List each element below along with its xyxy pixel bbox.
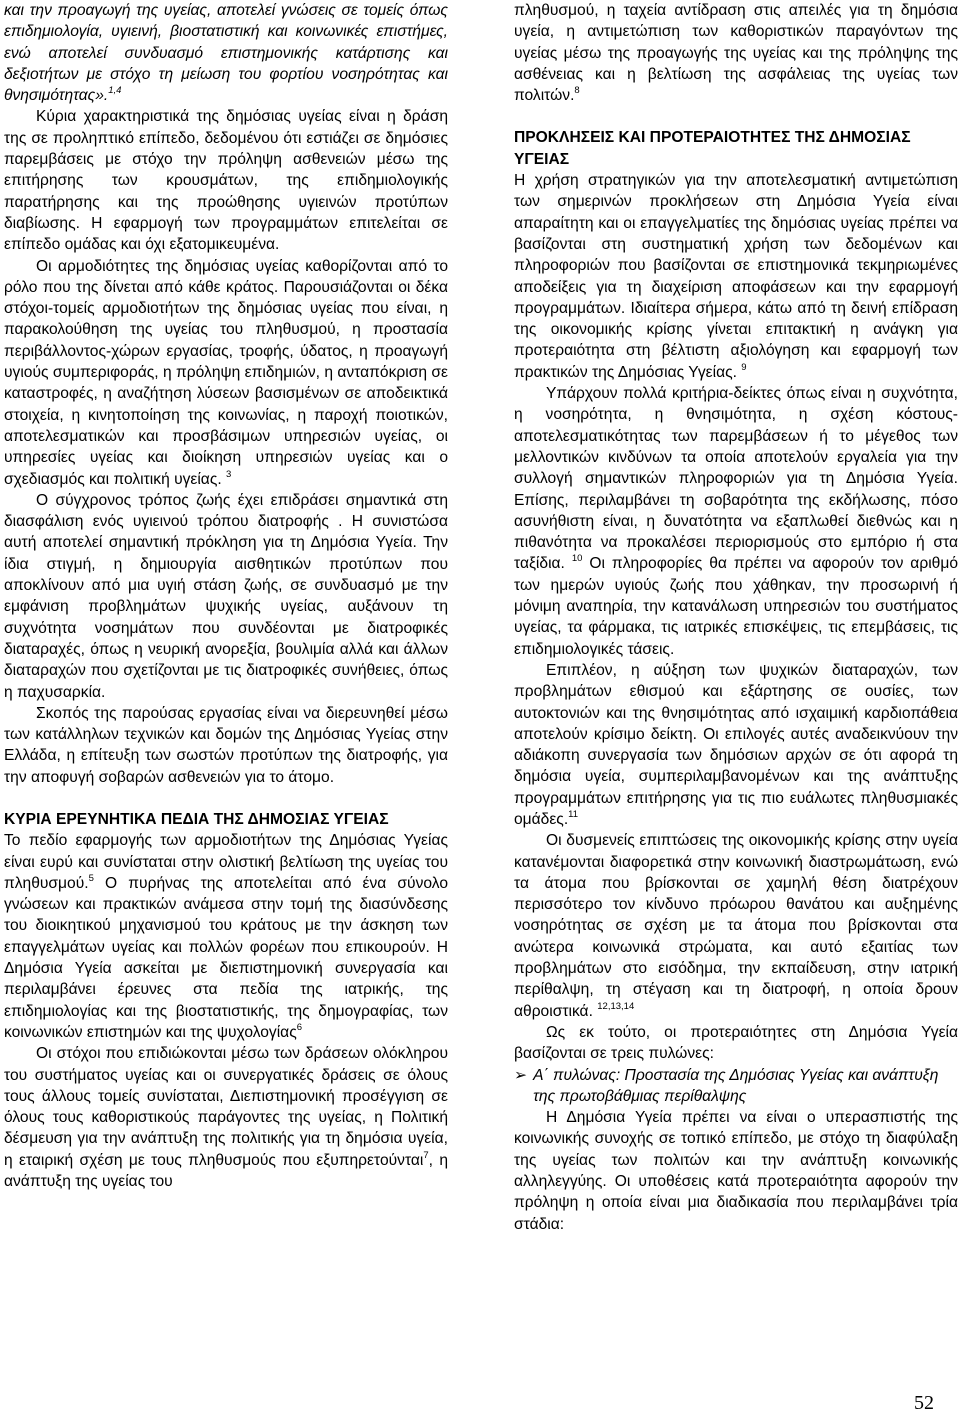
- continuation-paragraph: πληθυσμού, η ταχεία αντίδραση στις απειλές για τη δημόσια υγεία, η αντιμετώπιση των καθοριστικών παραγόντων της υγείας μέσω της προαγωγής της υγείας και της πρόληψης της ασθένειας και η βελτίωση της ασφάλειας της υγείας των πολιτών.$^8$: [514, 2, 958, 105]
- strategic-paragraph: Η χρήση στρατηγικών για την αποτελεσματική αντιμετώπιση των σημερινών προκλήσεων στη Δημόσια Υγεία είναι απαραίτητη και οι επαγγελματίες της δημόσιας υγείας πρέπει να βασίζονται στη συστηματική χρήση των δεδομένων και πληροφοριών που βασίζονται σε επιστημονικά τεκμηριωμένες αποδείξεις για τη διαχείριση αποφάσεων και την εφαρμογή προγραμμάτων. Ιδιαίτερα σήμερα, κάτω από τη δεινή επίδραση της οικονομικής κρίσης γίνεται επιτακτική η ανάγκη για προτεραιότητα στη βέλτιστη αξιολόγηση και εφαρμογή των πρακτικών της Δημόσιας Υγείας. $^9$: [514, 172, 958, 381]
- economic-crisis-paragraph: Οι δυσμενείς επιπτώσεις της οικονομικής κρίσης στην υγεία κατανέμονται διαφορετικά στην κοινωνική διαστρωμάτωση, ενώ τα άτομα που βρίσκονται σε χαμηλή θέση διατρέχουν περισσότερο τον κίνδυνο πρόωρου θανάτου και αυξημένης νοσηρότητας σε σχέση με τα άτομα που βρίσκονται στα ανώτερα κοινωνικά στρώματα, και αυτό εξαιτίας των προβλημάτων στο εισόδημα, την εκπαίδευση, στην ιατρική περίθαλψη, τη στέγαση και τη διατροφή, η οποία δρουν αθροιστικά. $^{12,13,14}$: [514, 832, 958, 1020]
- mental-health-paragraph: Επιπλέον, η αύξηση των ψυχικών διαταραχών, των προβλημάτων εθισμού και εξάρτησης σε ουσίες, των αυτοκτονιών και της θνησιμότητας από ισχαιμική καρδιοπάθεια αποτελούν κρίσιμο δείκτη. Οι επιλογές αυτές αναδεικνύουν την αδιάκοπη συνεργασία των δημόσιων αρχών σε ότι αφορά τη δημόσια υγεία, συμπεριλαμβανομένων και της ανάπτυξης προγραμμάτων επιτήρησης για τις πιο ευάλωτες πληθυσμιακές ομάδες.$^{11}$: [514, 661, 958, 828]
- citation: 11: [568, 808, 579, 820]
- goals-paragraph: Οι στόχοι που επιδιώκονται μέσω των δράσεων ολόκληρου του συστήματος υγείας και οι συνεργατικές δράσεις σε όλους τους άλλους τομείς συνίσταται, Διεπιστημονική προσέγγιση σε όλους τους καθοριστικούς παράγοντες της υγείας, η Πολιτική δέσμευση για την ανάπτυξη της πολιτικής για τη δημόσια υγεία, η εταιρική σχέση με τους πληθυσμούς που εξυπηρετούνται$^7$, η ανάπτυξη της υγείας του: [4, 1045, 448, 1191]
- citation: 8: [574, 85, 580, 97]
- citation: 5: [88, 872, 94, 884]
- citation: 9: [741, 361, 747, 373]
- arrow-bullet-icon: ➢: [514, 1066, 528, 1084]
- section-spacer: [4, 788, 448, 809]
- duties-paragraph: Οι αρμοδιότητες της δημόσιας υγείας καθορίζονται από το ρόλο που της δίνεται από κάθε κράτος. Παρουσιάζονται οι δέκα στόχοι-τομείς αρμοδιοτήτων της δημόσιας υγείας που είναι, η παρακολούθηση της υγείας του πληθυσμού, η προστασία περιβάλλοντος-χώρων εργασίας, τροφής, ύδατος, η προαγωγή υγιούς συμπεριφοράς, η πρόληψη επιδημιών, η ανταπόκριση σε καταστροφές, η αναζήτηση λύσεων βασισμένων σε αποδεικτικά στοιχεία, η κινητοποίηση της κοινωνίας, η παροχή ποιοτικών, αποτελεσματικών και προσβάσιμων υπηρεσιών υγείας, οι υπηρεσίες υγείας και διοίκηση υπηρεσιών υγείας και ο σχεδιασμός και πολιτική υγείας. $^3$: [4, 257, 448, 488]
- bullet-text: Α΄ πυλώνας: Προστασία της Δημόσιας Υγείας και ανάπτυξη της πρωτοβάθμιας περίθαλψης: [533, 1066, 939, 1105]
- criteria-paragraph: Υπάρχουν πολλά κριτήρια-δείκτες όπως είναι η συχνότητα, η νοσηρότητα, η θνησιμότητα, η σχέση κόστους- αποτελεσματικότητας των παρεμβάσεων ή το μέγεθος των μελλοντικών κινδύνων τα οποία αποτελούν εργαλεία για την συλλογή σημαντικών πληροφοριών για τη Δημόσια Υγεία. Επίσης, περιλαμβάνει τη σοβαρότητα της εκδήλωσης, πόσο ασυνήθιστη είναι, η δυνατότητα να εξαπλωθεί διεθνώς και η πιθανότητα να προκαλέσει περιορισμούς στο εμπόριο ή στα ταξίδια. $^{10}$ Οι πληροφορίες θα πρέπει να αφορούν τον αριθμό των ημερών υγιούς ζωής που χάθηκαν, την προσωρινή ή μόνιμη αναπηρία, την κατανάλωση υπηρεσιών του συστήματος υγείας, τα φάρμακα, τις ιατρικές επισκέψεις, τις επεμβάσεις, τις επιδημιολογικές τάσεις.: [514, 385, 958, 658]
- section-spacer: [514, 106, 958, 127]
- citation: 6: [296, 1021, 303, 1033]
- features-paragraph: Κύρια χαρακτηριστικά της δημόσιας υγείας είναι η δράση της σε προληπτικό επίπεδο, δεδομένου ότι εστιάζει σε δημόσιες παρεμβάσεις με στόχο την πρόληψη ασθενειών μέσω της επιτήρησης των κρουσμάτων, της επιδημιολογικής παρατήρησης και της προώθησης υγιεινών προτύπων διαβίωσης. Η εφαρμογή των προγραμμάτων επιτελείται σε επίπεδο ομάδας και όχι εξατομικευμένα.: [4, 108, 448, 254]
- page-number: 52: [914, 1392, 934, 1414]
- citation: 12,13,14: [597, 1000, 635, 1012]
- fields-paragraph: Το πεδίο εφαρμογής των αρμοδιοτήτων της Δημόσιας Υγείας είναι ευρύ και συνίσταται στην ολιστική βελτίωση της υγείας του πληθυσμού.$^5$ Ο πυρήνας της αποτελείται από ένα σύνολο γνώσεων και πρακτικών ανάμεσα στην τομή της διασύνδεσης του διοικητικού μηχανισμού του κράτους με την άσκηση των επαγγελμάτων υγείας και πολλών φορέων που επικουρούν. Η Δημόσια Υγεία ασκείται με διεπιστημονική συνεργασία και περιλαμβάνει έρευνες στα πεδία της ιατρικής, της επιδημιολογίας και της βιοστατιστικής, της δημογραφίας, των κοινωνικών επιστημών και της ψυχολογίας$^6$: [4, 832, 448, 1041]
- citation: 3: [226, 468, 232, 480]
- left-column: [4, 0, 448, 1192]
- citation: 1,4: [108, 85, 122, 97]
- citation: 7: [423, 1149, 429, 1161]
- right-column: [514, 0, 958, 1235]
- final-paragraph: Η Δημόσια Υγεία πρέπει να είναι ο υπερασπιστής της κοινωνικής συνοχής σε τοπικό επίπεδο, με στόχο τη διαφύλαξη της υγείας των πολιτών και την ανάπτυξη κοινωνικής αλληλεγγύης. Οι υποθέσεις κατά προτεραιότητα αφορούν την πρόληψη η οποία είναι μια διαδικασία που περιλαμβάνει τρία στάδια:: [514, 1109, 958, 1233]
- section-heading-challenges: ΠΡΟΚΛΗΣΕΙΣ ΚΑΙ ΠΡΟΤΕΡΑΙΟΤΗΤΕΣ ΤΗΣ ΔΗΜΟΣΙΑΣ ΥΓΕΙΑΣ: [514, 129, 911, 168]
- pillars-paragraph: Ως εκ τούτο, οι προτεραιότητες στη Δημόσια Υγεία βασίζονται σε τρεις πυλώνες:: [514, 1023, 958, 1063]
- citation: 10: [571, 553, 583, 565]
- intro-quote-paragraph: και την προαγωγή της υγείας, αποτελεί γνώσεις σε τομείς όπως επιδημιολογία, υγιεινή, βιοστατιστική και κοινωνικές επιστήμες, ενώ αποτελεί συνδυασμό επιστημονικής κατάρτισης και δεξιοτήτων με στόχο τη μείωση του φορτίου νοσηρότητας και θνησιμότητας».$^{1,4}$: [4, 2, 448, 105]
- lifestyle-paragraph: Ο σύγχρονος τρόπος ζωής έχει επιδράσει σημαντικά στη διασφάλιση ενός υγιεινού τρόπου διατροφής . Η συνιστώσα αυτή αποτελεί σημαντική πρόκληση για τη Δημόσια Υγεία. Την ίδια στιγμή, η δημιουργία αισθητικών προτύπων που αποκλίνουν από μια υγιή στάση ζωής, σε συνδυασμό με την εμφάνιση προβλημάτων ψυχικής υγείας, αυξάνουν τη συχνότητα νοσημάτων που συνδέονται με διατροφικές διαταραχές, όπως η νευρική ανορεξία, βουλιμία αλλά και άλλων διαταραχών που σχετίζονται με τις διατροφικές συνήθειες, όπως η παχυσαρκία.: [4, 491, 448, 701]
- purpose-paragraph: Σκοπός της παρούσας εργασίας είναι να διερευνηθεί μέσω των κατάλληλων τεχνικών και δομών της Δημόσιας Υγείας στην Ελλάδα, η επίτευξη των σωστών προτύπων της διατροφής, για την αποφυγή σοβαρών ασθενειών για το άτομο.: [4, 704, 448, 786]
- bullet-item: [514, 1065, 958, 1108]
- section-heading-fields: ΚΥΡΙΑ ΕΡΕΥΝΗΤΙΚΑ ΠΕΔΙΑ ΤΗΣ ΔΗΜΟΣΙΑΣ ΥΓΕΙΑΣ: [4, 810, 389, 828]
